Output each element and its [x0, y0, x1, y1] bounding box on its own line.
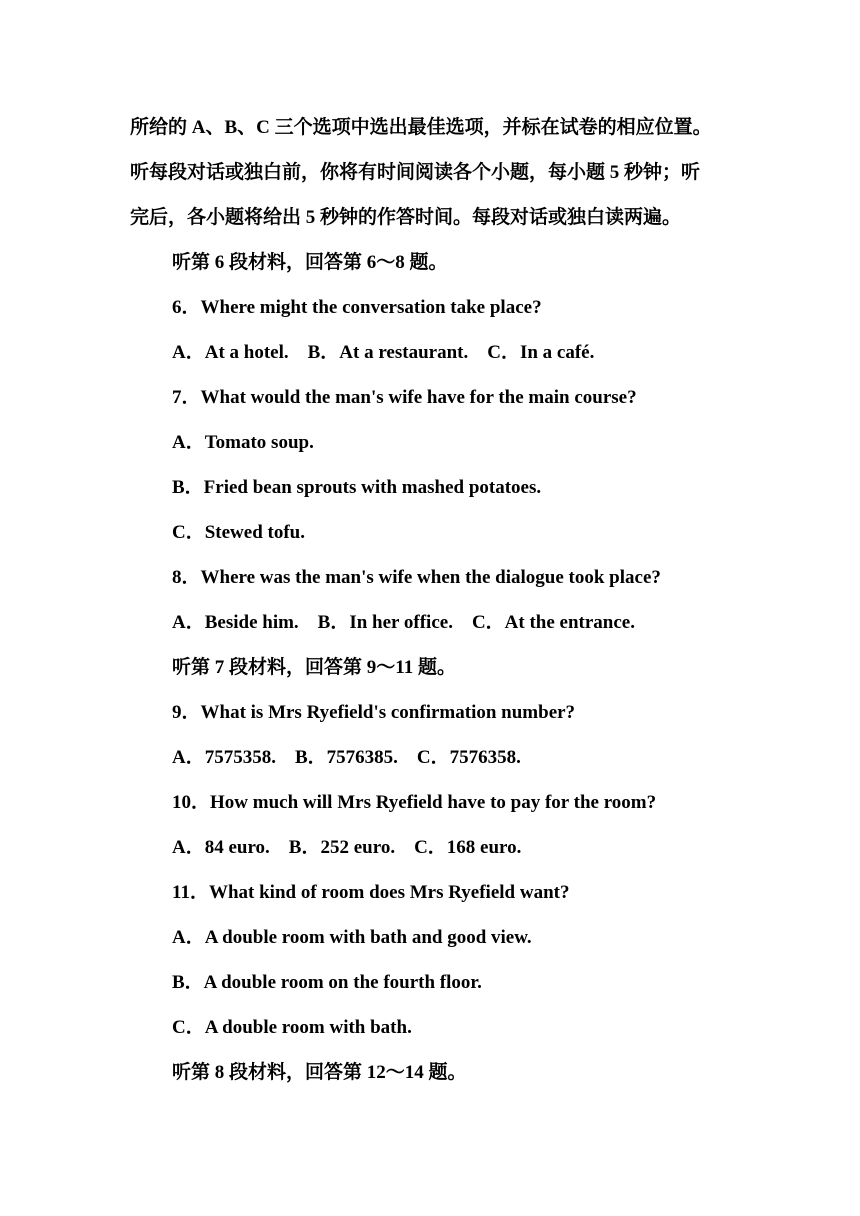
question-10: 10．How much will Mrs Ryefield have to pay for the room? [172, 792, 657, 813]
question-8: 8．Where was the man's wife when the dialogue took place? [172, 567, 661, 588]
question-11-option-c: C．A double room with bath. [172, 1017, 412, 1038]
question-10-options: A．84 euro. B．252 euro. C．168 euro. [172, 837, 522, 858]
question-9: 9．What is Mrs Ryefield's confirmation number? [172, 702, 576, 723]
question-11: 11．What kind of room does Mrs Ryefield want? [172, 882, 570, 903]
question-6: 6．Where might the conversation take place? [172, 297, 542, 318]
instruction-line-3: 完后，各小题将给出 5 秒钟的作答时间。每段对话或独白读两遍。 [130, 207, 682, 228]
question-7-option-a: A．Tomato soup. [172, 432, 314, 453]
section-6-header: 听第 6 段材料，回答第 6～8 题。 [172, 252, 448, 273]
section-7-header: 听第 7 段材料，回答第 9～11 题。 [172, 657, 456, 678]
question-8-options: A．Beside him. B．In her office. C．At the entrance. [172, 612, 635, 633]
instruction-line-1: 所给的 A、B、C 三个选项中选出最佳选项，并标在试卷的相应位置。 [130, 117, 712, 138]
question-7-option-c: C．Stewed tofu. [172, 522, 305, 543]
section-8-header: 听第 8 段材料，回答第 12～14 题。 [172, 1062, 467, 1083]
question-11-option-a: A．A double room with bath and good view. [172, 927, 532, 948]
question-7: 7．What would the man's wife have for the main course? [172, 387, 637, 408]
question-7-option-b: B．Fried bean sprouts with mashed potatoes. [172, 477, 542, 498]
question-9-options: A．7575358. B．7576385. C．7576358. [172, 747, 521, 768]
question-11-option-b: B．A double room on the fourth floor. [172, 972, 482, 993]
question-6-options: A．At a hotel. B．At a restaurant. C．In a café. [172, 342, 595, 363]
instruction-line-2: 听每段对话或独白前，你将有时间阅读各个小题，每小题 5 秒钟；听 [130, 162, 701, 183]
